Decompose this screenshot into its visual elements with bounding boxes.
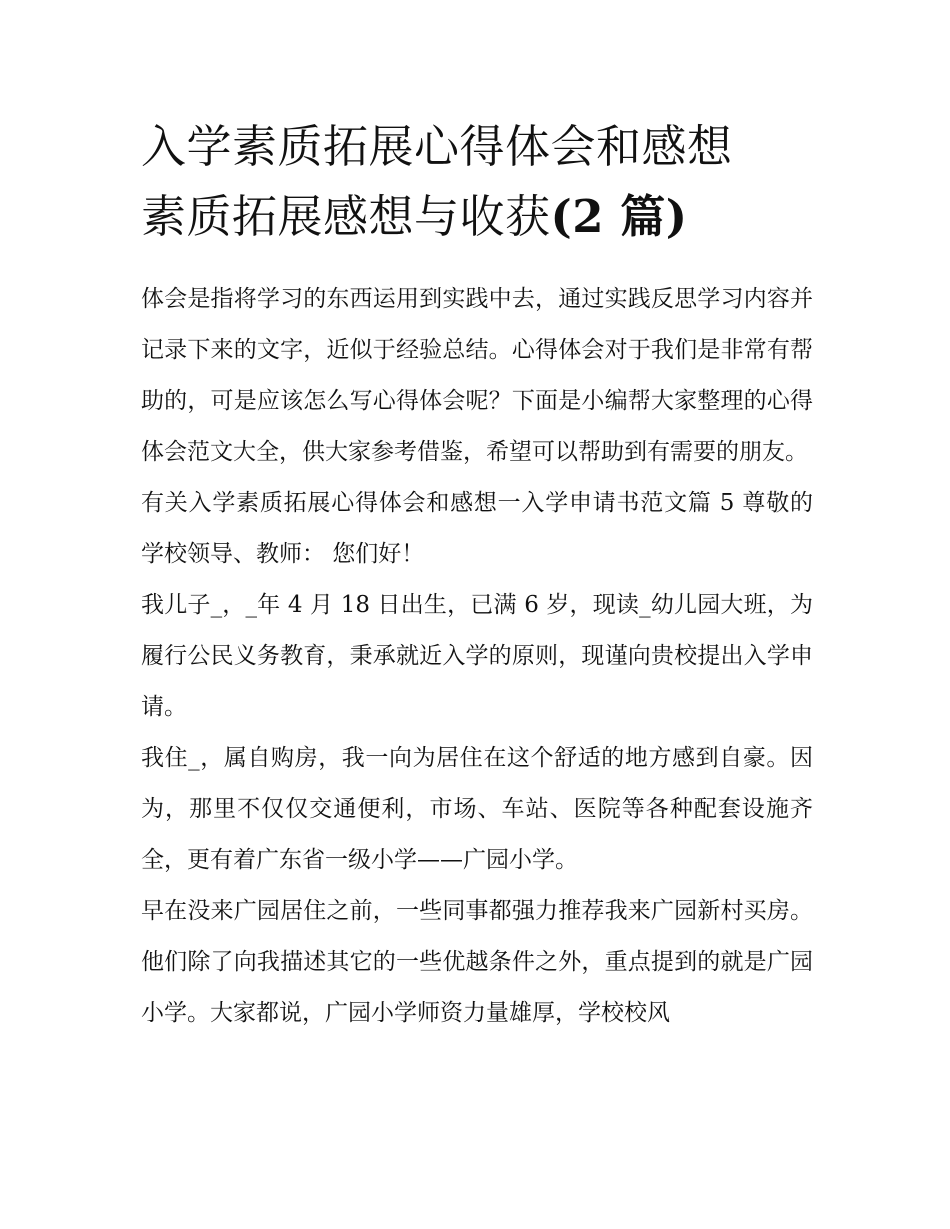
paragraph-heading: 有关入学素质拓展心得体会和感想一入学申请书范文篇 5 尊敬的学校领导、教师： 您们好！ (141, 490, 813, 567)
paragraph-school: 早在没来广园居住之前，一些同事都强力推荐我来广园新村买房。他们除了向我描述其它的一些优越条件之外，重点提到的就是广园小学。大家都说，广园小学师资力量雄厚，学校校风 (141, 898, 813, 1026)
document-title (141, 112, 813, 252)
paragraph-intro: 体会是指将学习的东西运用到实践中去，通过实践反思学习内容并记录下来的文字，近似于经验总结。心得体会对于我们是非常有帮助的，可是应该怎么写心得体会呢？下面是小编帮大家整理的心得体会范文大全，供大家参考借鉴，希望可以帮助到有需要的朋友。 (141, 286, 813, 465)
document-page (141, 112, 813, 1039)
title-line-1: 入学素质拓展心得体会和感想 (141, 120, 733, 173)
paragraph-residence: 我住_，属自购房，我一向为居住在这个舒适的地方感到自豪。因为，那里不仅仅交通便利，市场、车站、医院等各种配套设施齐全，更有着广东省一级小学——广园小学。 (141, 745, 813, 873)
paragraph-son: 我儿子_，_年 4 月 18 日出生，已满 6 岁，现读_幼儿园大班，为履行公民义务教育，秉承就近入学的原则，现谨向贵校提出入学申请。 (141, 592, 813, 720)
title-line-2: 素质拓展感想与收获 (141, 190, 551, 243)
title-suffix: (2 篇) (550, 190, 688, 243)
